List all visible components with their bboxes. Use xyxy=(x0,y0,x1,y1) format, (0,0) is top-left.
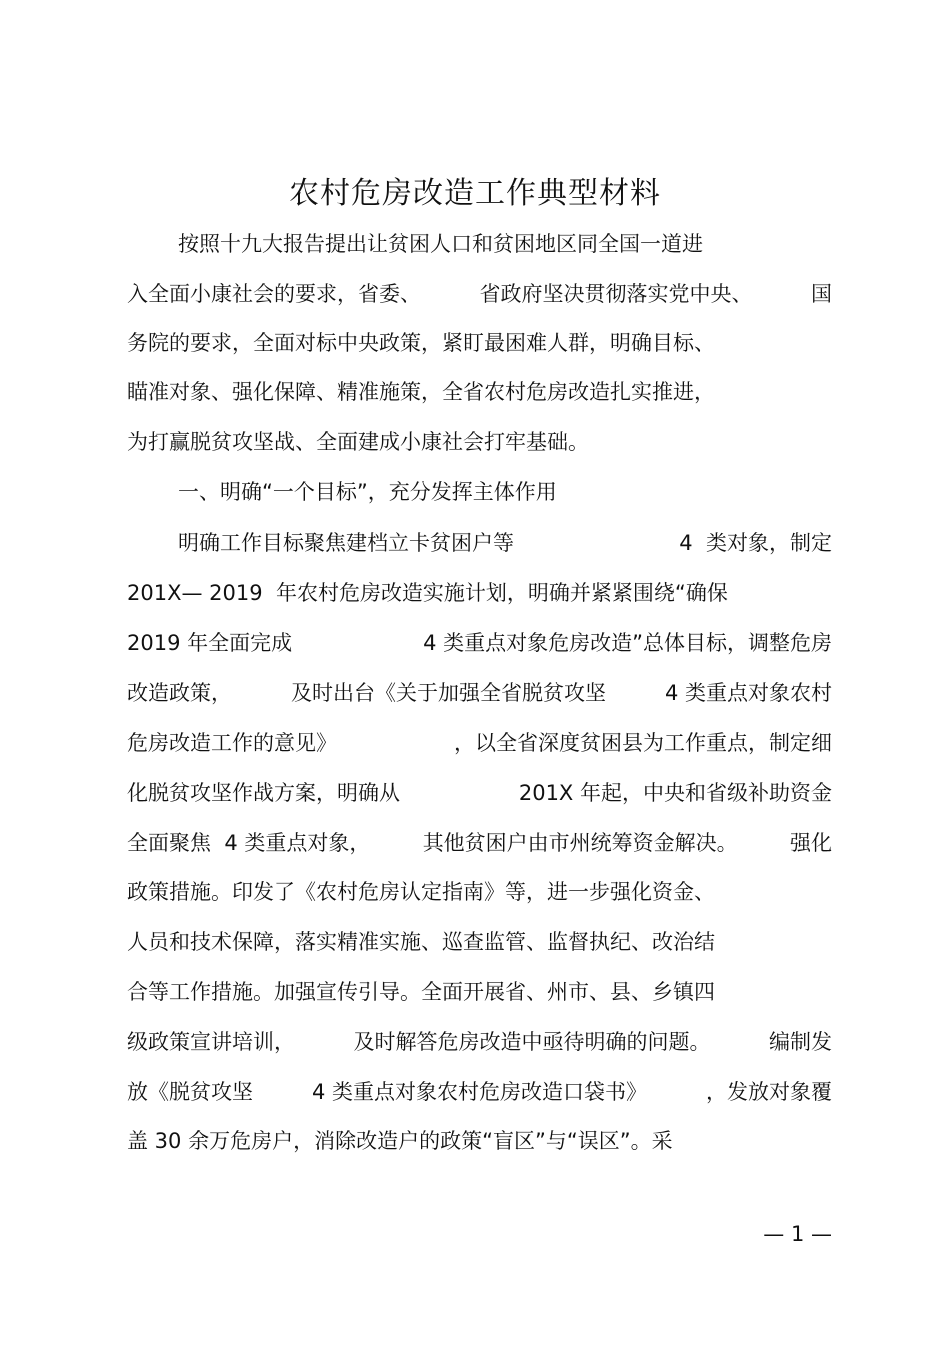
text-segment: 改造政策， xyxy=(127,681,232,705)
text-segment: 放《脱贫攻坚 xyxy=(127,1080,253,1104)
text-segment: ，发放对象覆 xyxy=(705,1080,832,1104)
text-segment: 201X— 2019 年农村危房改造实施计划，明确并紧紧围绕“确保 xyxy=(127,581,728,605)
text-segment: 为打赢脱贫攻坚战、全面建成小康社会打牢基础。 xyxy=(127,430,589,454)
body-line-16 xyxy=(127,1027,832,1057)
text-segment: 省政府坚决贯彻落实党中央、 xyxy=(479,282,753,306)
text-segment: 入全面小康社会的要求，省委、 xyxy=(127,282,421,306)
text-segment: 2019 年全面完成 xyxy=(127,631,293,655)
text-segment: 盖 30 余万危房户，消除改造户的政策“盲区”与“误区”。采 xyxy=(127,1129,673,1153)
body-line-7 xyxy=(127,578,832,608)
text-segment: 全面聚焦 4 类重点对象， xyxy=(127,831,371,855)
text-segment: 4 类重点对象危房改造”总体目标，调整危房 xyxy=(423,631,832,655)
body-line-11 xyxy=(127,778,832,808)
text-segment: 4 类重点对象农村危房改造口袋书》 xyxy=(311,1080,648,1104)
text-segment: 人员和技术保障，落实精准实施、巡查监管、监督执纪、改治结 xyxy=(127,930,715,954)
body-line-13 xyxy=(127,877,832,907)
text-segment: 危房改造工作的意见》 xyxy=(127,731,337,755)
body-line-5 xyxy=(127,427,832,457)
text-segment: 及时解答危房改造中亟待明确的问题。 xyxy=(353,1030,711,1054)
text-segment: 务院的要求，全面对标中央政策，紧盯最困难人群，明确目标、 xyxy=(127,331,715,355)
body-line-10 xyxy=(127,728,832,758)
text-segment: 强化 xyxy=(789,831,832,855)
text-segment: 级政策宣讲培训， xyxy=(127,1030,295,1054)
body-line-3 xyxy=(127,328,832,358)
text-segment: 瞄准对象、强化保障、精准施策，全省农村危房改造扎实推进， xyxy=(127,380,715,404)
text-segment: 国 xyxy=(811,282,832,306)
document-title: 农村危房改造工作典型材料 xyxy=(289,176,661,211)
text-segment: 201X 年起，中央和省级补助资金 xyxy=(518,781,832,805)
body-line-12 xyxy=(127,828,832,858)
text-segment: 合等工作措施。加强宣传引导。全面开展省、州市、县、乡镇四 xyxy=(127,980,715,1004)
body-line-4 xyxy=(127,377,832,407)
body-line-8 xyxy=(127,628,832,658)
body-line-6 xyxy=(178,528,832,558)
text-segment: 4 类对象，制定 xyxy=(679,531,832,555)
body-line-15 xyxy=(127,977,832,1007)
text-segment: 按照十九大报告提出让贫困人口和贫困地区同全国一道进 xyxy=(178,232,703,256)
section-heading-1 xyxy=(178,477,832,507)
text-segment: ，以全省深度贫困县为工作重点，制定细 xyxy=(454,731,832,755)
text-segment: 化脱贫攻坚作战方案，明确从 xyxy=(127,781,400,805)
text-segment: 明确工作目标聚焦建档立卡贫困户等 xyxy=(178,531,514,555)
text-segment: 4 类重点对象农村 xyxy=(664,681,832,705)
text-segment: 其他贫困户由市州统筹资金解决。 xyxy=(422,831,738,855)
text-segment: 一、明确“一个目标”，充分发挥主体作用 xyxy=(178,480,557,504)
page-number: — 1 — xyxy=(763,1222,832,1246)
body-line-18 xyxy=(127,1126,832,1156)
text-segment: 编制发 xyxy=(769,1030,832,1054)
text-segment: 及时出台《关于加强全省脱贫攻坚 xyxy=(290,681,606,705)
body-line-17 xyxy=(127,1077,832,1107)
text-segment: 政策措施。印发了《农村危房认定指南》等，进一步强化资金、 xyxy=(127,880,715,904)
body-line-1 xyxy=(178,229,832,259)
body-line-9 xyxy=(127,678,832,708)
body-line-14 xyxy=(127,927,832,957)
body-line-2 xyxy=(127,279,832,309)
